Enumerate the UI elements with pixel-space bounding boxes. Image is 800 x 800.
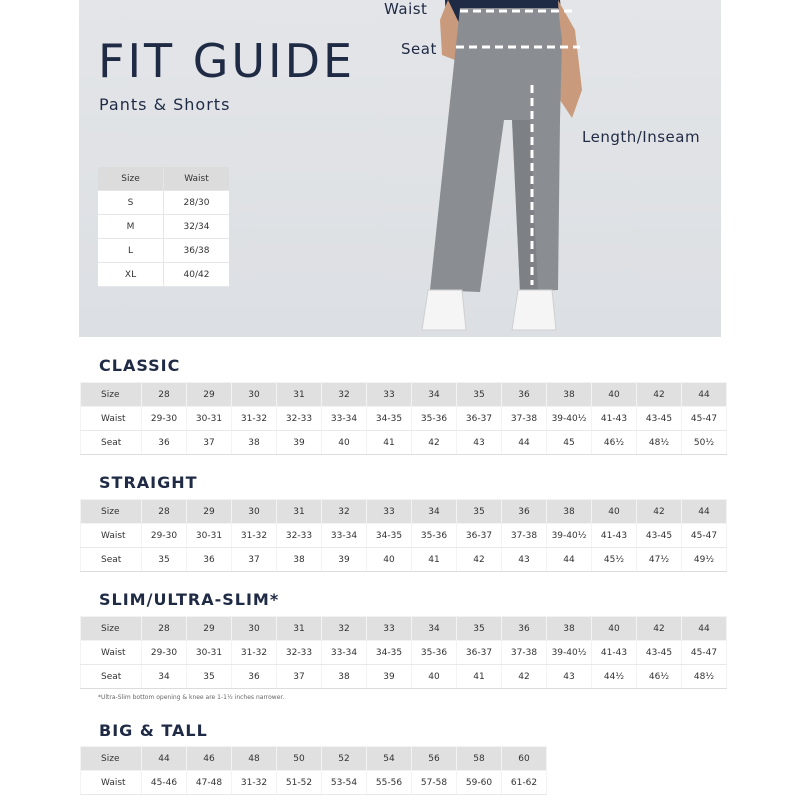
table-cell: 42	[502, 665, 547, 689]
table-cell: 33	[367, 617, 412, 641]
table-cell: 57-58	[412, 771, 457, 795]
right-arm-shape	[558, 0, 582, 118]
table-cell: 47-48	[187, 771, 232, 795]
table-row	[81, 407, 727, 431]
table-cell: 54	[367, 747, 412, 771]
table-row	[81, 641, 727, 665]
table-cell: 50	[277, 747, 322, 771]
table-row	[81, 665, 727, 689]
table-cell: 38	[277, 548, 322, 572]
table-cell: 28	[142, 500, 187, 524]
table-cell: 43	[457, 431, 502, 455]
table-row	[81, 431, 727, 455]
table-cell: 29-30	[142, 407, 187, 431]
table-cell: 37	[187, 431, 232, 455]
table-cell: 45½	[592, 548, 637, 572]
table-cell: 35	[457, 383, 502, 407]
table-cell: 39	[367, 665, 412, 689]
footnote: *Ultra-Slim bottom opening & knee are 1-1½ inches narrower.	[98, 694, 285, 701]
table-cell: 31-32	[232, 641, 277, 665]
table-cell: 39-40½	[547, 524, 592, 548]
table-cell: 36-37	[457, 641, 502, 665]
section-title-classic: CLASSIC	[99, 356, 181, 375]
table-cell: 44	[682, 500, 727, 524]
table-cell: 44	[502, 431, 547, 455]
table-cell: 38	[547, 617, 592, 641]
row-label: Waist	[81, 407, 142, 431]
table-cell: 32	[322, 383, 367, 407]
mini-table-row	[98, 215, 229, 239]
waist-label: Waist	[384, 0, 428, 18]
table-cell: 36	[232, 665, 277, 689]
table-cell: 48	[232, 747, 277, 771]
table-cell: 39-40½	[547, 407, 592, 431]
row-label: Size	[81, 617, 142, 641]
table-cell: 35-36	[412, 641, 457, 665]
table-row	[81, 747, 547, 771]
table-cell: 32	[322, 500, 367, 524]
table-cell: 41-43	[592, 407, 637, 431]
row-label: Seat	[81, 548, 142, 572]
mini-cell: M	[98, 215, 164, 239]
table-cell: 34	[412, 383, 457, 407]
table-cell: 31-32	[232, 407, 277, 431]
table-cell: 33-34	[322, 641, 367, 665]
mini-header-cell: Waist	[164, 167, 230, 191]
table-cell: 48½	[637, 431, 682, 455]
table-cell: 38	[232, 431, 277, 455]
table-cell: 43-45	[637, 524, 682, 548]
table-cell: 35	[142, 548, 187, 572]
size-table-slim	[80, 616, 727, 689]
table-cell: 35	[187, 665, 232, 689]
table-cell: 35-36	[412, 524, 457, 548]
row-label: Waist	[81, 641, 142, 665]
seat-label: Seat	[401, 40, 437, 58]
mini-cell: 28/30	[164, 191, 230, 215]
section-title-slim: SLIM/ULTRA-SLIM*	[99, 590, 280, 609]
table-cell: 40	[592, 383, 637, 407]
mini-size-table	[98, 167, 229, 287]
table-cell: 38	[547, 500, 592, 524]
table-cell: 56	[412, 747, 457, 771]
table-cell: 34-35	[367, 641, 412, 665]
table-cell: 32-33	[277, 407, 322, 431]
table-cell: 35-36	[412, 407, 457, 431]
size-table-classic	[80, 382, 727, 455]
table-cell: 29	[187, 617, 232, 641]
table-cell: 36	[502, 500, 547, 524]
table-cell: 43-45	[637, 641, 682, 665]
table-cell: 42	[457, 548, 502, 572]
table-cell: 42	[412, 431, 457, 455]
table-cell: 52	[322, 747, 367, 771]
table-cell: 41	[457, 665, 502, 689]
table-cell: 35	[457, 500, 502, 524]
table-cell: 29-30	[142, 524, 187, 548]
table-cell: 33-34	[322, 524, 367, 548]
mini-cell: XL	[98, 263, 164, 287]
table-cell: 40	[592, 500, 637, 524]
table-cell: 61-62	[502, 771, 547, 795]
right-shoe	[512, 290, 556, 330]
size-table-straight	[80, 499, 727, 572]
table-cell: 37	[277, 665, 322, 689]
table-cell: 45-47	[682, 407, 727, 431]
table-cell: 34	[412, 500, 457, 524]
table-row	[81, 383, 727, 407]
table-cell: 42	[637, 500, 682, 524]
table-cell: 41	[412, 548, 457, 572]
length-inseam-label: Length/Inseam	[582, 128, 701, 146]
table-cell: 28	[142, 383, 187, 407]
section-title-big-tall: BIG & TALL	[99, 721, 208, 740]
left-shoe	[422, 290, 466, 330]
mini-cell: 36/38	[164, 239, 230, 263]
table-cell: 31-32	[232, 524, 277, 548]
table-cell: 28	[142, 617, 187, 641]
table-cell: 55-56	[367, 771, 412, 795]
table-cell: 32-33	[277, 524, 322, 548]
table-cell: 31	[277, 617, 322, 641]
mini-cell: 32/34	[164, 215, 230, 239]
table-cell: 44½	[592, 665, 637, 689]
table-cell: 36	[142, 431, 187, 455]
table-cell: 42	[637, 617, 682, 641]
table-cell: 39	[322, 548, 367, 572]
table-cell: 31	[277, 383, 322, 407]
table-cell: 45-47	[682, 641, 727, 665]
table-cell: 45-46	[142, 771, 187, 795]
table-cell: 47½	[637, 548, 682, 572]
table-cell: 41	[367, 431, 412, 455]
table-cell: 37-38	[502, 641, 547, 665]
table-cell: 44	[682, 383, 727, 407]
table-cell: 29-30	[142, 641, 187, 665]
mini-cell: L	[98, 239, 164, 263]
mini-table-row	[98, 191, 229, 215]
table-cell: 40	[592, 617, 637, 641]
table-cell: 44	[682, 617, 727, 641]
table-cell: 40	[367, 548, 412, 572]
table-cell: 37-38	[502, 407, 547, 431]
table-cell: 44	[142, 747, 187, 771]
table-row	[81, 617, 727, 641]
table-cell: 41-43	[592, 524, 637, 548]
table-cell: 50½	[682, 431, 727, 455]
row-label: Size	[81, 500, 142, 524]
mini-table-row	[98, 239, 229, 263]
page-subtitle: Pants & Shorts	[99, 95, 231, 114]
table-cell: 60	[502, 747, 547, 771]
table-cell: 46½	[592, 431, 637, 455]
table-cell: 39-40½	[547, 641, 592, 665]
table-cell: 58	[457, 747, 502, 771]
table-cell: 38	[547, 383, 592, 407]
table-row	[81, 548, 727, 572]
table-row	[81, 500, 727, 524]
table-cell: 30	[232, 500, 277, 524]
table-cell: 48½	[682, 665, 727, 689]
section-title-straight: STRAIGHT	[99, 473, 198, 492]
table-cell: 32-33	[277, 641, 322, 665]
table-cell: 43	[547, 665, 592, 689]
table-cell: 36-37	[457, 524, 502, 548]
table-cell: 30-31	[187, 641, 232, 665]
table-cell: 31-32	[232, 771, 277, 795]
table-cell: 36	[502, 383, 547, 407]
table-row	[81, 771, 547, 795]
table-cell: 34-35	[367, 407, 412, 431]
table-cell: 46	[187, 747, 232, 771]
table-cell: 30	[232, 617, 277, 641]
table-cell: 53-54	[322, 771, 367, 795]
table-cell: 37	[232, 548, 277, 572]
table-cell: 44	[547, 548, 592, 572]
table-cell: 43-45	[637, 407, 682, 431]
table-cell: 34	[142, 665, 187, 689]
table-cell: 49½	[682, 548, 727, 572]
table-cell: 40	[322, 431, 367, 455]
table-cell: 43	[502, 548, 547, 572]
table-cell: 39	[277, 431, 322, 455]
table-cell: 36-37	[457, 407, 502, 431]
table-cell: 41-43	[592, 641, 637, 665]
table-cell: 36	[187, 548, 232, 572]
table-cell: 33	[367, 500, 412, 524]
size-table-big-tall	[80, 746, 547, 795]
table-cell: 29	[187, 500, 232, 524]
mini-header-cell: Size	[98, 167, 164, 191]
table-cell: 33	[367, 383, 412, 407]
table-cell: 30-31	[187, 407, 232, 431]
table-cell: 46½	[637, 665, 682, 689]
row-label: Waist	[81, 524, 142, 548]
table-cell: 31	[277, 500, 322, 524]
row-label: Size	[81, 383, 142, 407]
table-cell: 38	[322, 665, 367, 689]
row-label: Size	[81, 747, 142, 771]
page-title: FIT GUIDE	[98, 34, 356, 88]
table-cell: 42	[637, 383, 682, 407]
table-cell: 37-38	[502, 524, 547, 548]
mini-cell: S	[98, 191, 164, 215]
row-label: Waist	[81, 771, 142, 795]
mini-table-row	[98, 263, 229, 287]
table-cell: 33-34	[322, 407, 367, 431]
table-cell: 29	[187, 383, 232, 407]
table-cell: 30	[232, 383, 277, 407]
mini-table-header	[98, 167, 229, 191]
table-cell: 59-60	[457, 771, 502, 795]
table-row	[81, 524, 727, 548]
table-cell: 34	[412, 617, 457, 641]
table-cell: 40	[412, 665, 457, 689]
table-cell: 32	[322, 617, 367, 641]
mini-cell: 40/42	[164, 263, 230, 287]
row-label: Seat	[81, 431, 142, 455]
table-cell: 45	[547, 431, 592, 455]
row-label: Seat	[81, 665, 142, 689]
table-cell: 51-52	[277, 771, 322, 795]
table-cell: 35	[457, 617, 502, 641]
table-cell: 34-35	[367, 524, 412, 548]
table-cell: 45-47	[682, 524, 727, 548]
table-cell: 36	[502, 617, 547, 641]
table-cell: 30-31	[187, 524, 232, 548]
